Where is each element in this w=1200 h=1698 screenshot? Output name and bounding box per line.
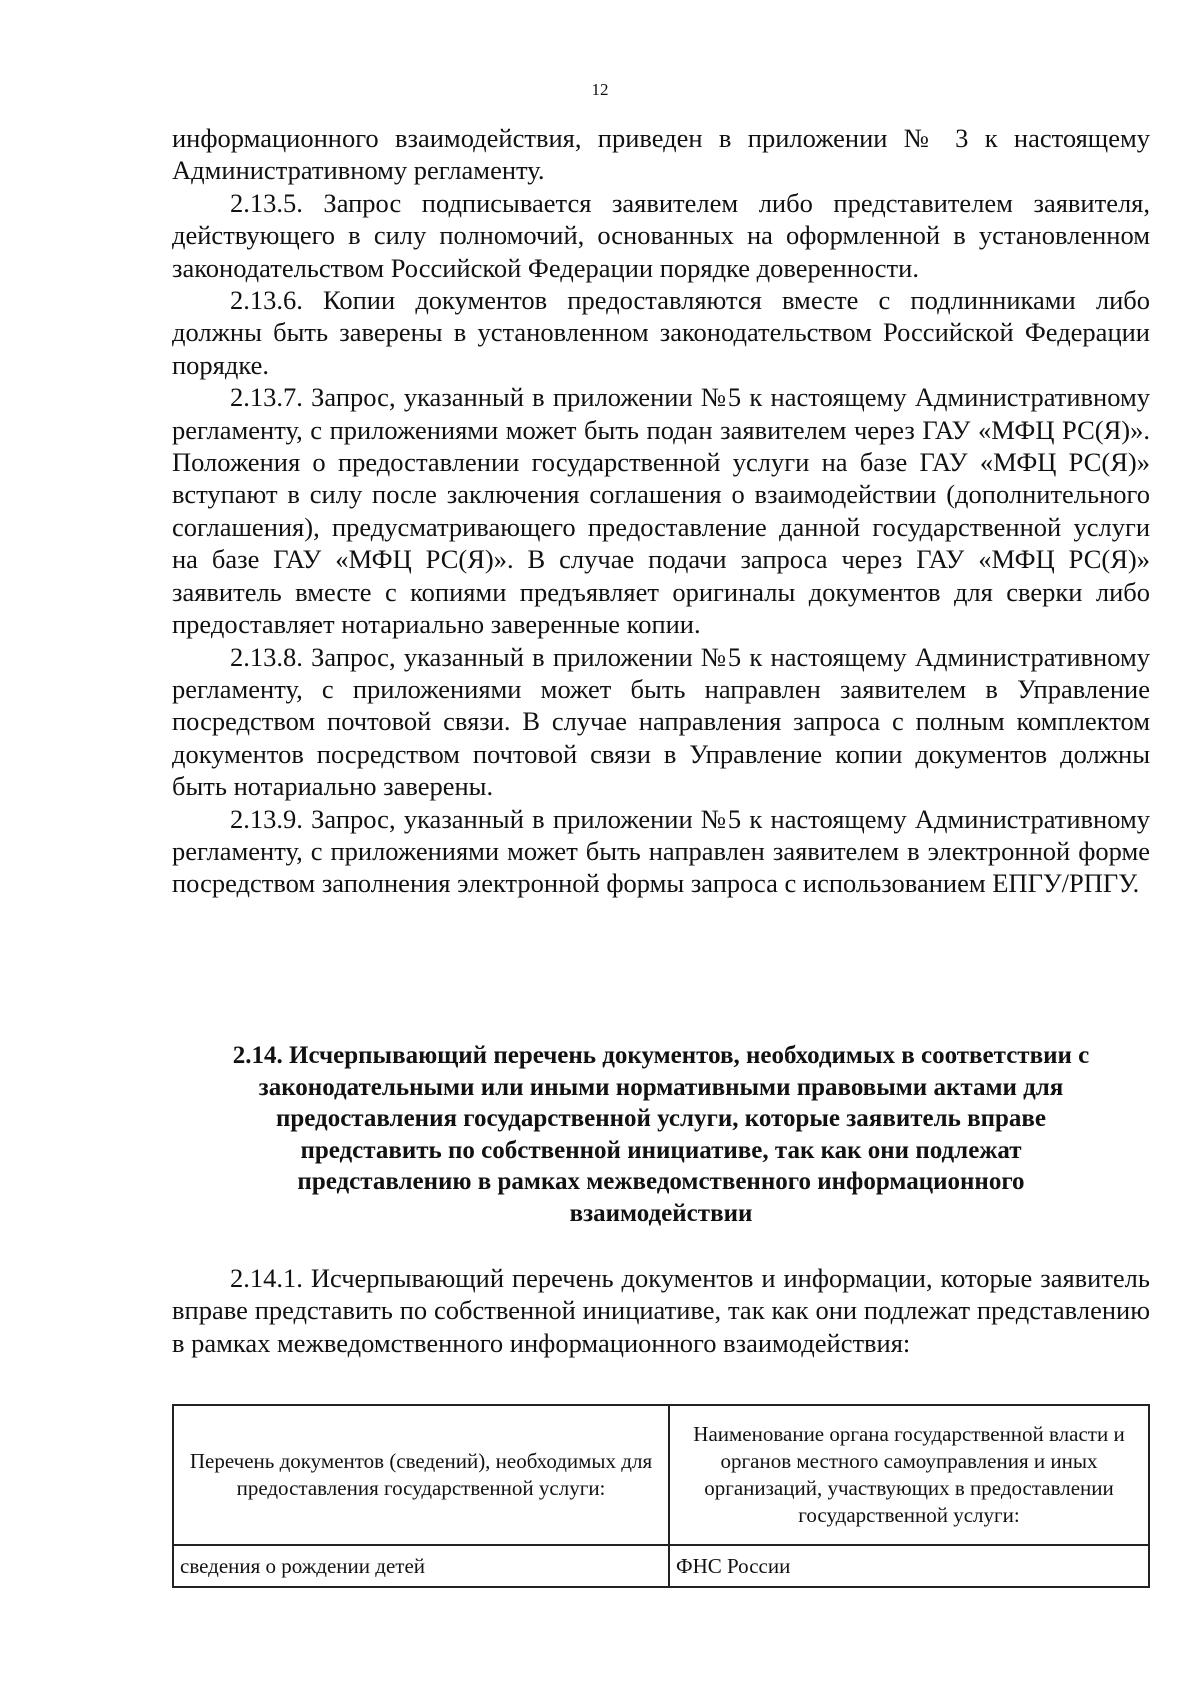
table-header-organizations: Наименование органа государственной власти и органов местного самоуправления и иных организаций, участвующих в предоставлении государственной услуги: [669,1405,1149,1545]
table-cell-document: сведения о рождении детей [173,1545,669,1587]
paragraph-2-13-8: 2.13.8. Запрос, указанный в приложении №5 к настоящему Административному регламенту, с приложениями может быть направлен заявителем в Управление посредством почтовой связи. В случае направления запроса с полным комплектом документов посредством почтовой связи в Управление копии документов должны быть нотариально заверены. [172,641,1150,802]
section-heading-2-14 [172,1040,1150,1229]
paragraph-2-13-6: 2.13.6. Копии документов предоставляются вместе с подлинниками либо должны быть заверены в установленном законодательством Российской Федерации порядке. [172,285,1150,380]
documents-table [172,1404,1150,1588]
table-header-documents: Перечень документов (сведений), необходимых для предоставления государственной услуги: [173,1405,669,1545]
paragraph: информационного взаимодействия, приведен в приложении № 3 к настоящему Административному регламенту. [172,123,1150,186]
table-row [173,1545,1149,1587]
table-header-row [173,1405,1149,1545]
paragraph-2-13-7: 2.13.7. Запрос, указанный в приложении №5 к настоящему Административному регламенту, с приложениями может быть подан заявителем через ГАУ «МФЦ РС(Я)». Положения о предоставлении государственной услуги на базе ГАУ «МФЦ РС(Я)» вступают в силу после заключения соглашения о взаимодействии (дополнительного соглашения), предусматривающего предоставление данной государственной услуги на базе ГАУ «МФЦ РС(Я)». В случае подачи запроса через ГАУ «МФЦ РС(Я)» заявитель вместе с копиями предъявляет оригиналы документов для сверки либо предоставляет нотариально заверенные копии. [172,382,1150,640]
body-text-section-2-14 [172,1262,1150,1359]
table-cell-organization: ФНС России [669,1545,1149,1587]
section-heading-text: 2.14. Исчерпывающий перечень документов, необходимых в соответствии с законодательными или иными нормативными правовыми актами для предоставления государственной услуги, которые заявитель вправе представить по собственной инициативе, так как они подлежат представлению в рамках межведомственного информационного взаимодействии [232,1042,1090,1227]
body-text [172,122,1150,900]
page-number: 12 [591,80,609,99]
paragraph-2-13-9: 2.13.9. Запрос, указанный в приложении №5 к настоящему Административному регламенту, с приложениями может быть направлен заявителем в электронной форме посредством заполнения электронной формы запроса с использованием ЕПГУ/РПГУ. [172,803,1150,899]
paragraph-2-14-1: 2.14.1. Исчерпывающий перечень документов и информации, которые заявитель вправе представить по собственной инициативе, так как они подлежат представлению в рамках межведомственного информационного взаимодействия: [172,1263,1150,1358]
paragraph-2-13-5: 2.13.5. Запрос подписывается заявителем либо представителем заявителя, действующего в силу полномочий, основанных на оформленной в установленном законодательством Российской Федерации порядке доверенности. [172,187,1150,283]
